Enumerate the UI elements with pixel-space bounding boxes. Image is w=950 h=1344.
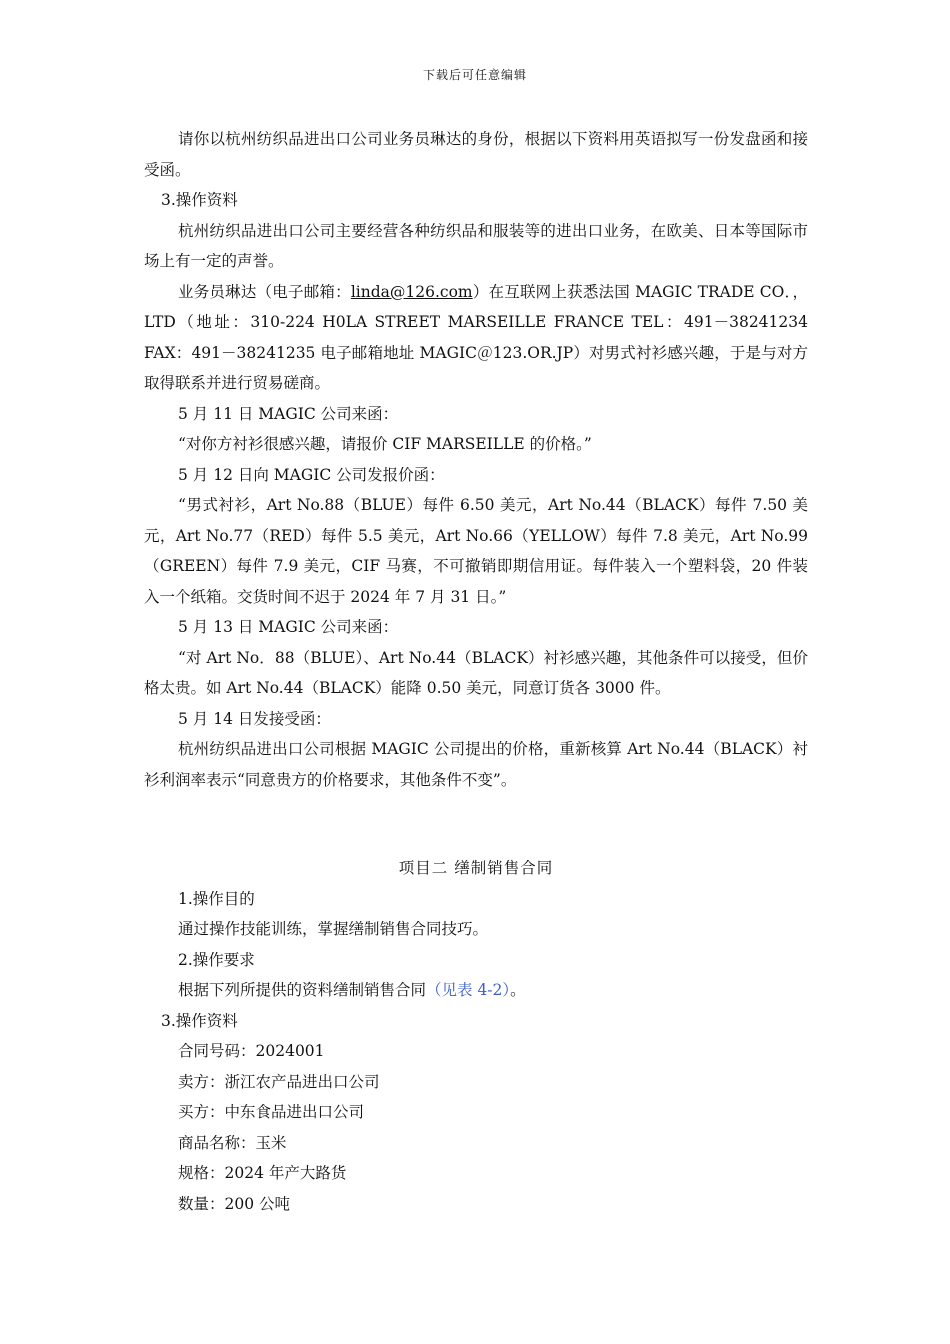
purpose-text: 通过操作技能训练，掌握缮制销售合同技巧。 (178, 920, 489, 938)
field-product-name: 商品名称：玉米 (178, 1133, 287, 1152)
requirement-text (144, 975, 808, 1006)
may11-label: 5 月 11 日 MAGIC 公司来函： (178, 404, 399, 423)
may12-label: 5 月 12 日向 MAGIC 公司发报价函： (178, 465, 445, 484)
document-body (144, 124, 808, 1219)
company-description: 杭州纺织品进出口公司主要经营各种纺织品和服装等的进出口业务，在欧美、日本等国际市场上有一定的声誉。 (144, 221, 808, 270)
contact-suffix: ）在互联网上获悉法国 MAGIC TRADE CO．，LTD（地址：310-224 H0LA STREET MARSEILLE FRANCE TEL：491－38241234 FAX：491－38241235 电子邮箱地址 MAGIC＠123.OR.JP）对男式衬衫感兴趣，于是与对方取得联系并进行贸易磋商。 (144, 282, 808, 392)
field-specification: 规格：2024 年产大路货 (178, 1164, 347, 1182)
heading-materials-2: 3.操作资料 (161, 1011, 238, 1030)
contact-prefix: 业务员琳达（电子邮箱： (178, 282, 351, 301)
may13-label: 5 月 13 日 MAGIC 公司来函： (178, 618, 399, 636)
may13-text: “对 Art No．88（BLUE）、Art No.44（BLACK）衬衫感兴趣，其他条件可以接受，但价格太贵。如 Art No.44（BLACK）能降 0.50 美元，同意订货各 3000 件。 (144, 648, 808, 697)
field-quantity: 数量：200 公吨 (178, 1194, 291, 1213)
may14-text: 杭州纺织品进出口公司根据 MAGIC 公司提出的价格，重新核算 Art No.44（BLACK）衬衫利润率表示“同意贵方的价格要求，其他条件不变”。 (144, 740, 808, 789)
heading-requirement: 2.操作要求 (178, 950, 255, 969)
page-header-note: 下载后可任意编辑 (422, 68, 527, 82)
field-buyer: 买方：中东食品进出口公司 (178, 1103, 365, 1121)
field-contract-number: 合同号码：2024001 (178, 1042, 325, 1060)
contact-paragraph (144, 277, 808, 399)
requirement-prefix: 根据下列所提供的资料缮制销售合同 (178, 981, 427, 999)
may12-text: “男式衬衫，Art No.88（BLUE）每件 6.50 美元，Art No.44（BLACK）每件 7.50 美元，Art No.77（RED）每件 5.5 美元，Art No.66（YELLOW）每件 7.8 美元，Art No.99（GREEN）每件 7.9 美元，CIF 马赛，不可撤销即期信用证。每件装入一个塑料袋，20 件装入一个纸箱。交货时间不迟于 2024 年 7 月 31 日。” (144, 496, 808, 606)
may11-text: “对你方衬衫很感兴趣，请报价 CIF MARSEILLE 的价格。” (178, 435, 592, 453)
may14-label: 5 月 14 日发接受函： (178, 709, 331, 728)
section-title: 项目二 缮制销售合同 (398, 859, 554, 877)
heading-operation-materials: 3.操作资料 (161, 191, 238, 209)
task-intro: 请你以杭州纺织品进出口公司业务员琳达的身份，根据以下资料用英语拟写一份发盘函和接受函。 (144, 130, 808, 179)
email-link[interactable]: linda@126.com (350, 282, 473, 301)
field-seller: 卖方：浙江农产品进出口公司 (178, 1072, 380, 1091)
table-reference-link[interactable]: （见表 4-2） (426, 981, 511, 999)
requirement-suffix: 。 (510, 981, 526, 999)
heading-purpose: 1.操作目的 (178, 889, 255, 908)
